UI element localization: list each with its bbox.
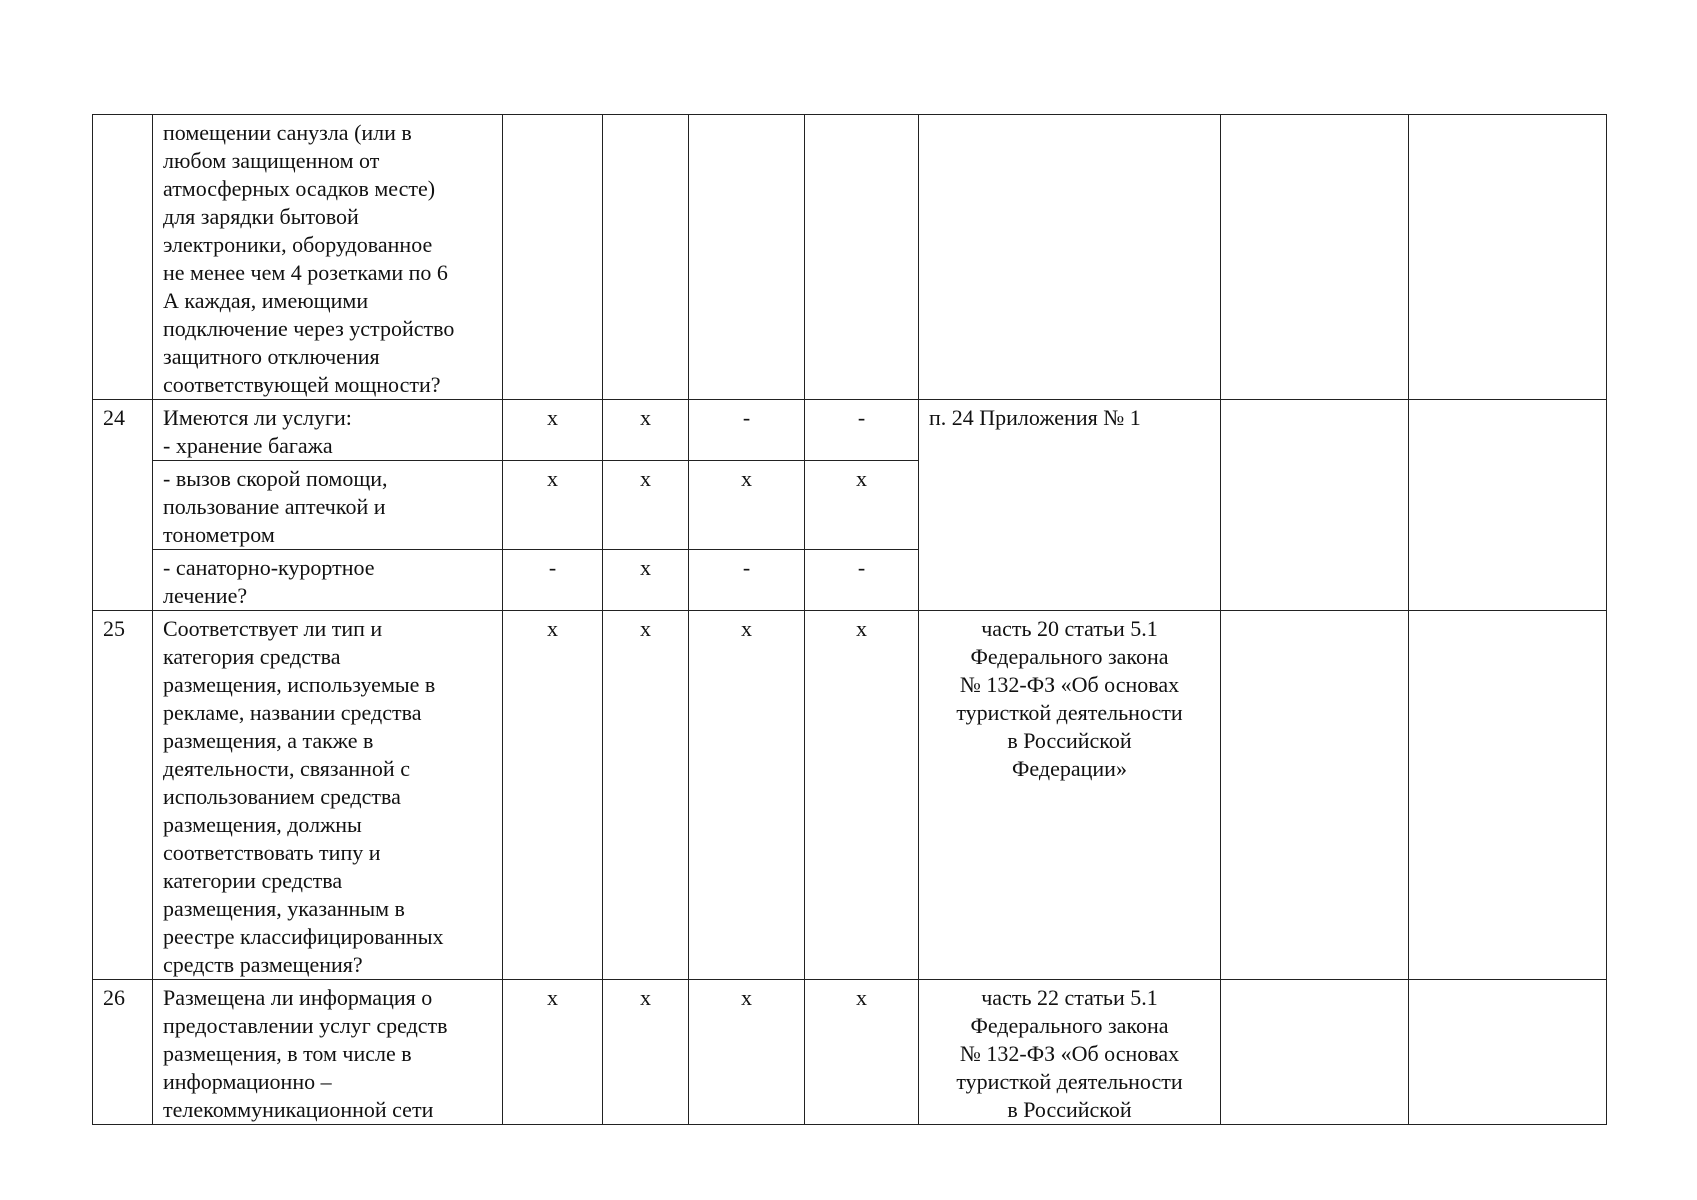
- law-reference: часть 22 статьи 5.1 Федерального закона № 132-ФЗ «Об основах туристкой деятельности в Российской: [919, 980, 1221, 1125]
- mark-cell: х: [503, 461, 603, 550]
- question-text: - санаторно-курортное лечение?: [153, 550, 503, 611]
- table-row: [93, 115, 1607, 400]
- note-cell: [1409, 115, 1607, 400]
- row-number: 25: [93, 611, 153, 980]
- answer-cell: [1221, 400, 1409, 611]
- answer-cell: [1221, 980, 1409, 1125]
- answer-cell: [1221, 115, 1409, 400]
- mark-cell: [805, 115, 919, 400]
- question-text: Соответствует ли тип и категория средства размещения, используемые в рекламе, названии средства размещения, а также в деятельности, связанной с использованием средства размещения, должны соответствовать типу и категории средства размещения, указанным в реестре классифицированных средств размещения?: [153, 611, 503, 980]
- mark-cell: х: [689, 611, 805, 980]
- mark-cell: х: [603, 461, 689, 550]
- question-text: помещении санузла (или в любом защищенном от атмосферных осадков месте) для зарядки бытовой электроники, оборудованное не менее чем 4 розетками по 6 А каждая, имеющими подключение через устройство защитного отключения соответствующей мощности?: [153, 115, 503, 400]
- checklist-table: [92, 114, 1607, 1125]
- row-number: 24: [93, 400, 153, 611]
- law-reference: [919, 115, 1221, 400]
- mark-cell: х: [603, 550, 689, 611]
- mark-cell: х: [503, 611, 603, 980]
- mark-cell: х: [805, 461, 919, 550]
- row-number: [93, 115, 153, 400]
- mark-cell: х: [503, 980, 603, 1125]
- law-reference: п. 24 Приложения № 1: [919, 400, 1221, 611]
- mark-cell: х: [603, 400, 689, 461]
- mark-cell: х: [603, 611, 689, 980]
- table-row: [93, 611, 1607, 980]
- mark-cell: -: [689, 400, 805, 461]
- mark-cell: х: [689, 980, 805, 1125]
- row-number: 26: [93, 980, 153, 1125]
- mark-cell: -: [805, 400, 919, 461]
- law-reference: часть 20 статьи 5.1 Федерального закона № 132-ФЗ «Об основах туристкой деятельности в Российской Федерации»: [919, 611, 1221, 980]
- mark-cell: х: [805, 611, 919, 980]
- table-row: [93, 980, 1607, 1125]
- question-text: - вызов скорой помощи, пользование аптечкой и тонометром: [153, 461, 503, 550]
- note-cell: [1409, 400, 1607, 611]
- mark-cell: х: [805, 980, 919, 1125]
- mark-cell: х: [603, 980, 689, 1125]
- mark-cell: -: [503, 550, 603, 611]
- mark-cell: -: [805, 550, 919, 611]
- mark-cell: [689, 115, 805, 400]
- mark-cell: [603, 115, 689, 400]
- question-text: Имеются ли услуги: - хранение багажа: [153, 400, 503, 461]
- question-text: Размещена ли информация о предоставлении услуг средств размещения, в том числе в информационно – телекоммуникационной сети: [153, 980, 503, 1125]
- mark-cell: -: [689, 550, 805, 611]
- note-cell: [1409, 980, 1607, 1125]
- mark-cell: [503, 115, 603, 400]
- mark-cell: х: [689, 461, 805, 550]
- mark-cell: х: [503, 400, 603, 461]
- answer-cell: [1221, 611, 1409, 980]
- note-cell: [1409, 611, 1607, 980]
- table-row: [93, 400, 1607, 461]
